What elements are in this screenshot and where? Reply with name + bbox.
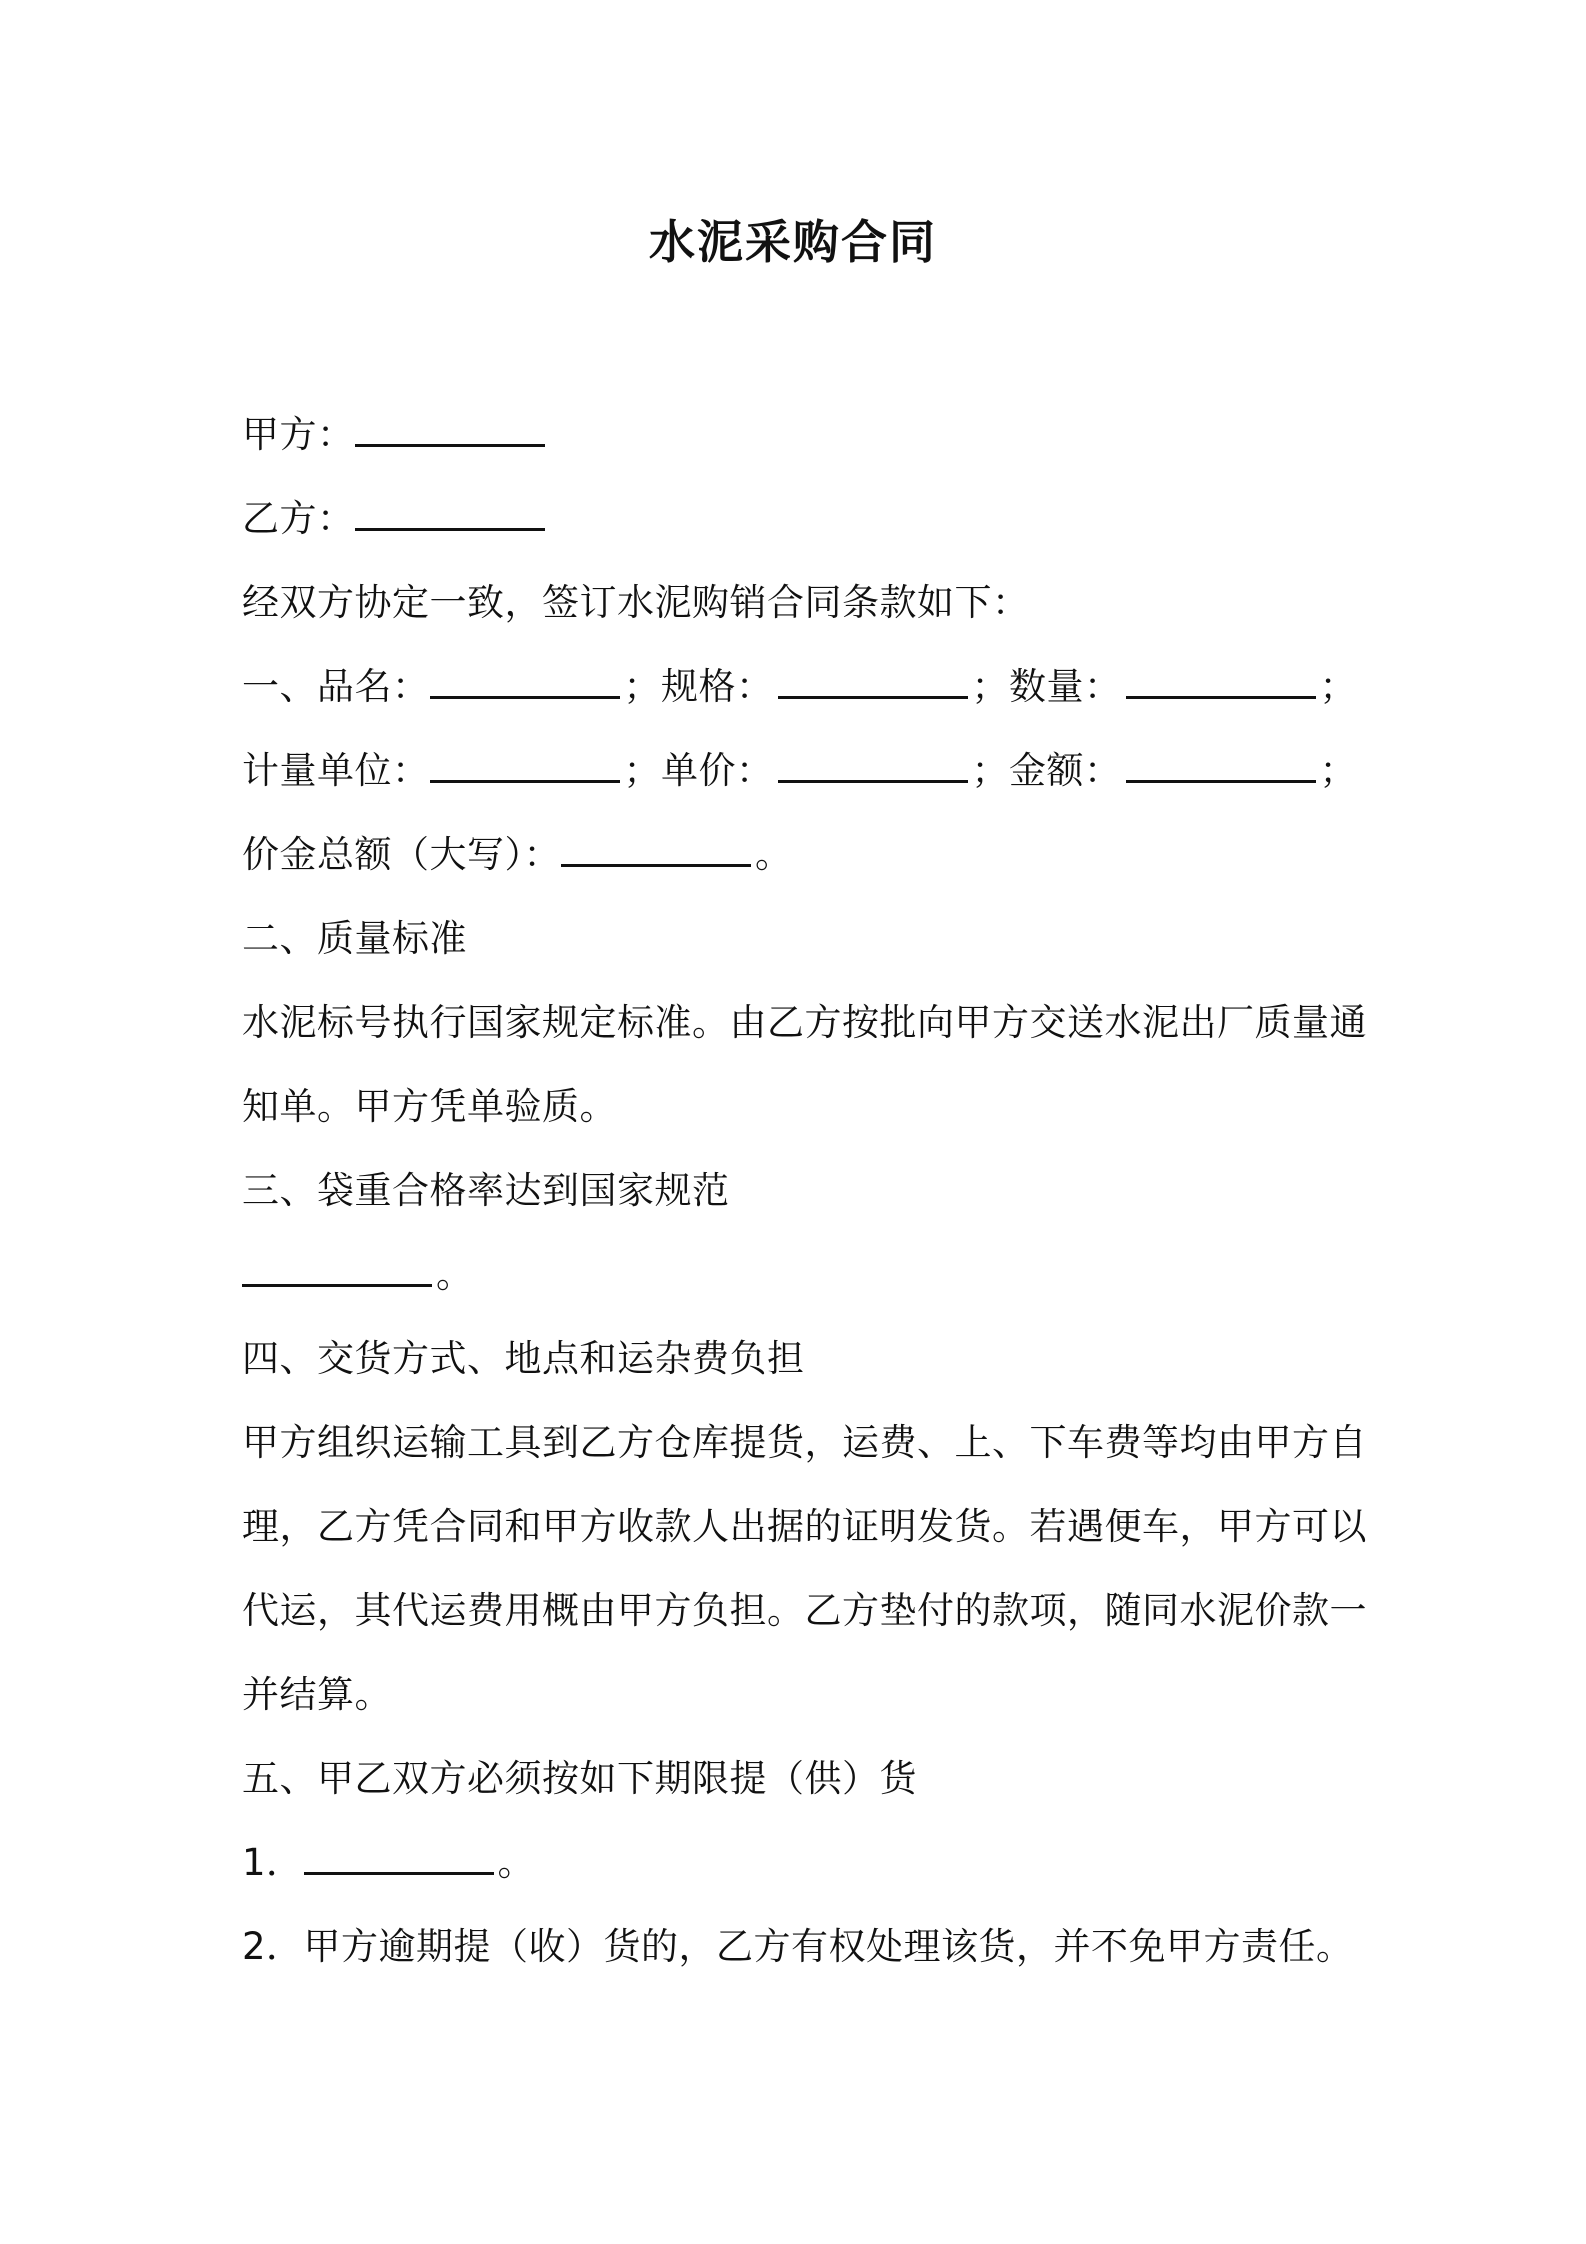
spec-label: 规格： bbox=[661, 665, 774, 708]
party-b-blank bbox=[355, 498, 545, 531]
party-a-line bbox=[242, 410, 549, 460]
separator: ； bbox=[623, 749, 661, 792]
weight-rate-blank bbox=[242, 1254, 432, 1287]
section-3-blank-line bbox=[242, 1250, 474, 1300]
item-1-blank bbox=[304, 1842, 494, 1875]
amount-label: 金额： bbox=[1009, 749, 1122, 792]
party-b-label: 乙方： bbox=[242, 497, 355, 540]
section-5-item-1 bbox=[242, 1838, 535, 1888]
quantity-blank bbox=[1126, 666, 1316, 699]
total-line bbox=[242, 830, 793, 880]
section-5-item-2: 2．甲方逾期提（收）货的，乙方有权处理该货，并不免甲方责任。 bbox=[242, 1925, 1354, 1968]
party-a-label: 甲方： bbox=[242, 413, 355, 456]
separator: ； bbox=[1319, 749, 1357, 792]
unit-price-label: 单价： bbox=[661, 749, 774, 792]
section-2-body-line: 知单。甲方凭单验质。 bbox=[242, 1085, 617, 1128]
separator: ； bbox=[623, 665, 661, 708]
goods-line bbox=[242, 662, 1357, 712]
unit-blank bbox=[430, 750, 620, 783]
separator: ； bbox=[971, 665, 1009, 708]
section-2-body-line: 水泥标号执行国家规定标准。由乙方按批向甲方交送水泥出厂质量通 bbox=[242, 1001, 1367, 1044]
separator: ； bbox=[971, 749, 1009, 792]
party-a-blank bbox=[355, 414, 545, 447]
section-4-body-line: 甲方组织运输工具到乙方仓库提货，运费、上、下车费等均由甲方自 bbox=[242, 1421, 1367, 1464]
period: 。 bbox=[436, 1253, 474, 1296]
amount-blank bbox=[1126, 750, 1316, 783]
unit-label: 计量单位： bbox=[242, 749, 430, 792]
section-3-heading: 三、袋重合格率达到国家规范 bbox=[242, 1169, 730, 1212]
total-label: 价金总额（大写）： bbox=[242, 833, 561, 876]
section-4-body-line: 理，乙方凭合同和甲方收款人出据的证明发货。若遇便车，甲方可以 bbox=[242, 1505, 1367, 1548]
section-2-heading: 二、质量标准 bbox=[242, 917, 467, 960]
goods-name-blank bbox=[430, 666, 620, 699]
item-1-label: 1． bbox=[242, 1841, 304, 1884]
period: 。 bbox=[497, 1841, 536, 1884]
total-blank bbox=[561, 834, 751, 867]
section-4-heading: 四、交货方式、地点和运杂费负担 bbox=[242, 1337, 805, 1380]
document-title: 水泥采购合同 bbox=[649, 215, 937, 269]
separator: ； bbox=[1319, 665, 1357, 708]
section-5-heading: 五、甲乙双方必须按如下期限提（供）货 bbox=[242, 1757, 917, 1800]
section-4-body-line: 代运，其代运费用概由甲方负担。乙方垫付的款项，随同水泥价款一 bbox=[242, 1589, 1367, 1632]
period: 。 bbox=[755, 833, 793, 876]
unit-price-blank bbox=[778, 750, 968, 783]
intro-text: 经双方协定一致，签订水泥购销合同条款如下： bbox=[242, 581, 1030, 624]
spec-blank bbox=[778, 666, 968, 699]
party-b-line bbox=[242, 494, 549, 544]
goods-name-label: 一、品名： bbox=[242, 665, 430, 708]
quantity-label: 数量： bbox=[1009, 665, 1122, 708]
pricing-line bbox=[242, 746, 1357, 796]
section-4-body-line: 并结算。 bbox=[242, 1673, 392, 1716]
